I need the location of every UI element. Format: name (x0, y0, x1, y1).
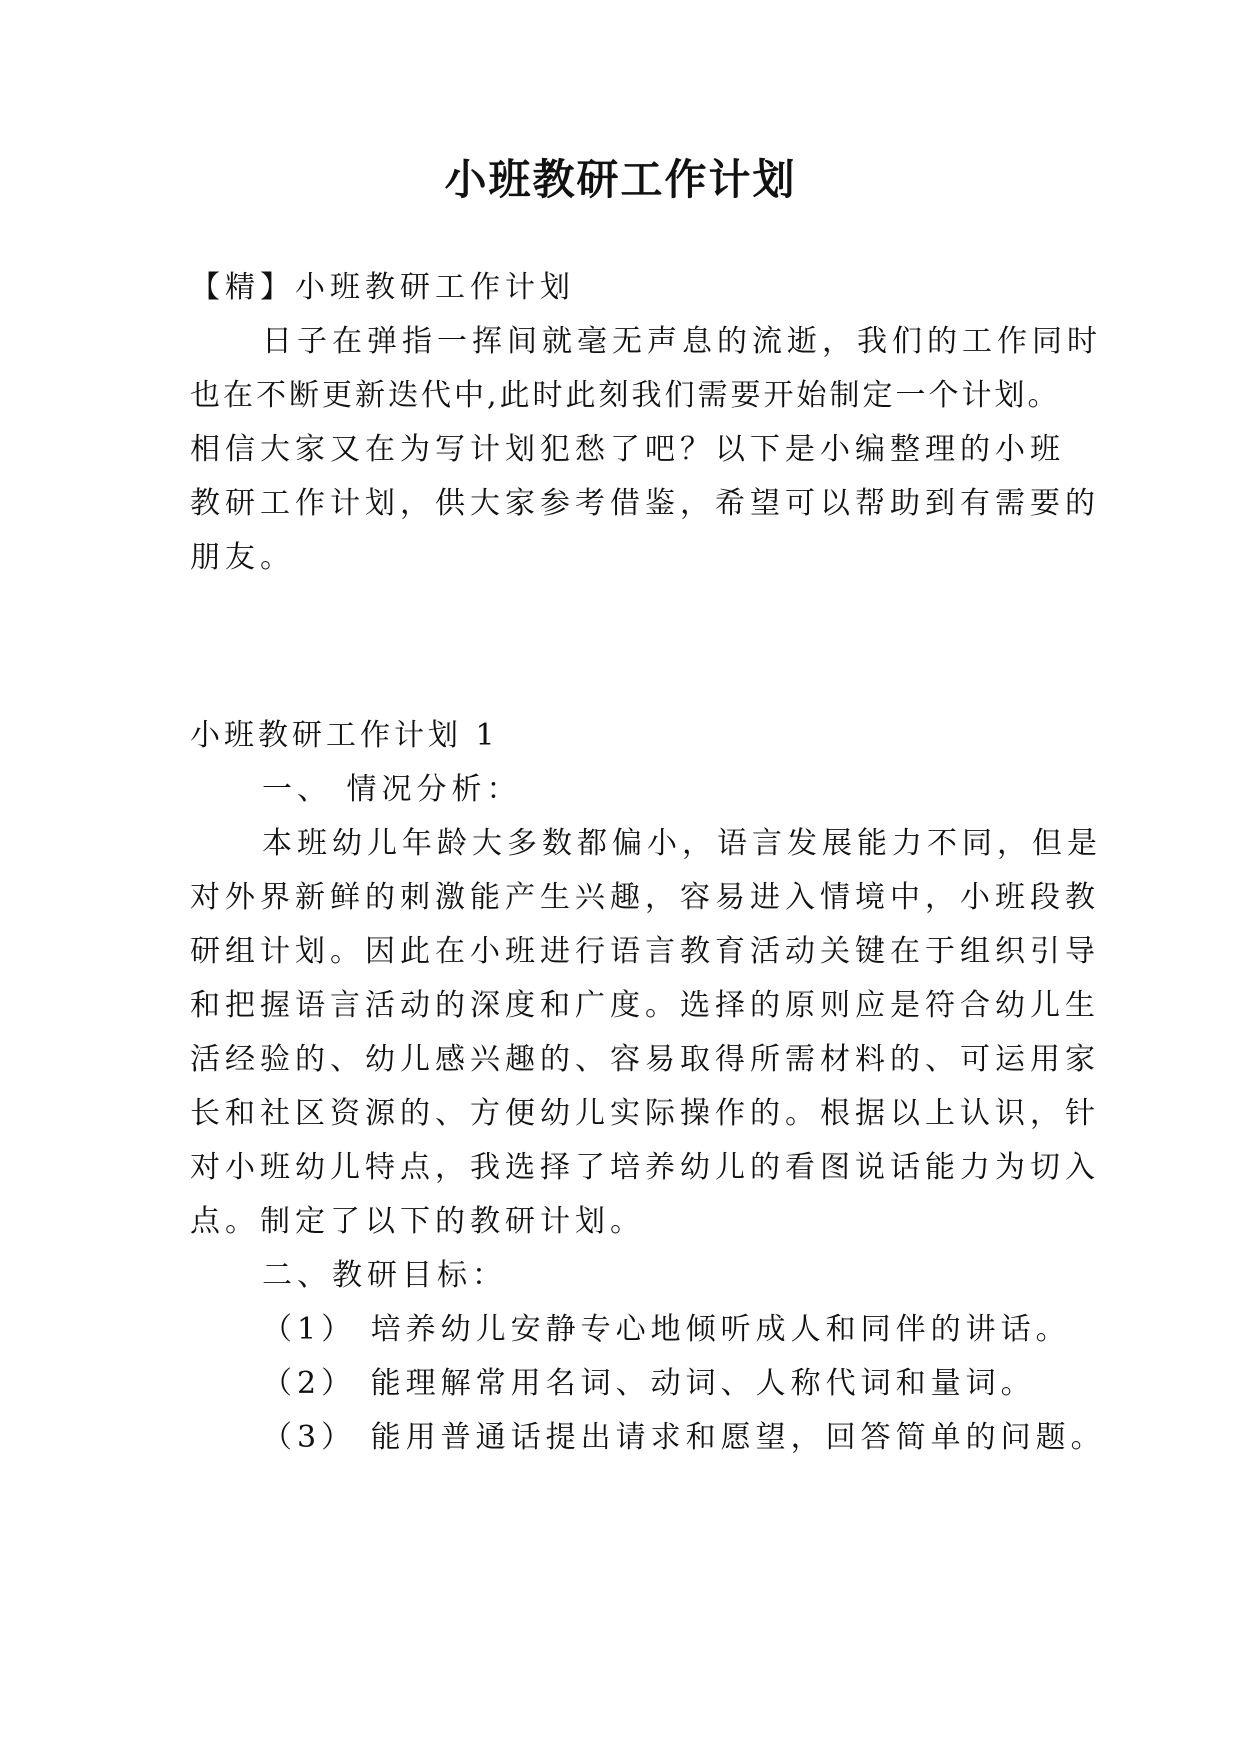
intro-line: 相信大家又在为写计划犯愁了吧？以下是小编整理的小班 (190, 432, 1065, 467)
intro-line: 日子在弹指一挥间就毫无声息的流逝，我们的工作同时 (262, 324, 1102, 359)
analysis-line: 活经验的、幼儿感兴趣的、容易取得所需材料的、可运用家 (190, 1042, 1100, 1077)
section-title: 小班教研工作计划 1 (190, 718, 499, 753)
analysis-line: 长和社区资源的、方便幼儿实际操作的。根据以上认识，针 (190, 1096, 1100, 1131)
goal-item: （2） 能理解常用名词、动词、人称代词和量词。 (262, 1366, 1036, 1401)
analysis-line: 和把握语言活动的深度和广度。选择的原则应是符合幼儿生 (190, 988, 1100, 1023)
analysis-line: 点。制定了以下的教研计划。 (190, 1204, 645, 1239)
header-line: 【精】小班教研工作计划 (190, 270, 575, 305)
goal-item: （1） 培养幼儿安静专心地倾听成人和同伴的讲话。 (262, 1312, 1071, 1347)
goal-item: （3） 能用普通话提出请求和愿望，回答简单的问题。 (262, 1420, 1106, 1455)
document-title: 小班教研工作计划 (444, 155, 797, 204)
analysis-line: 对小班幼儿特点，我选择了培养幼儿的看图说话能力为切入 (190, 1150, 1100, 1185)
analysis-heading: 一、 情况分析： (262, 772, 522, 807)
analysis-line: 对外界新鲜的刺激能产生兴趣，容易进入情境中，小班段教 (190, 880, 1100, 915)
analysis-line: 研组计划。因此在小班进行语言教育活动关键在于组织引导 (190, 934, 1100, 969)
analysis-line: 本班幼儿年龄大多数都偏小，语言发展能力不同，但是 (262, 826, 1102, 861)
intro-line: 也在不断更新迭代中,此时此刻我们需要开始制定一个计划。 (190, 378, 1061, 413)
intro-line: 朋友。 (190, 540, 295, 575)
goals-heading: 二、教研目标： (262, 1258, 507, 1293)
intro-line: 教研工作计划，供大家参考借鉴，希望可以帮助到有需要的 (190, 486, 1100, 521)
